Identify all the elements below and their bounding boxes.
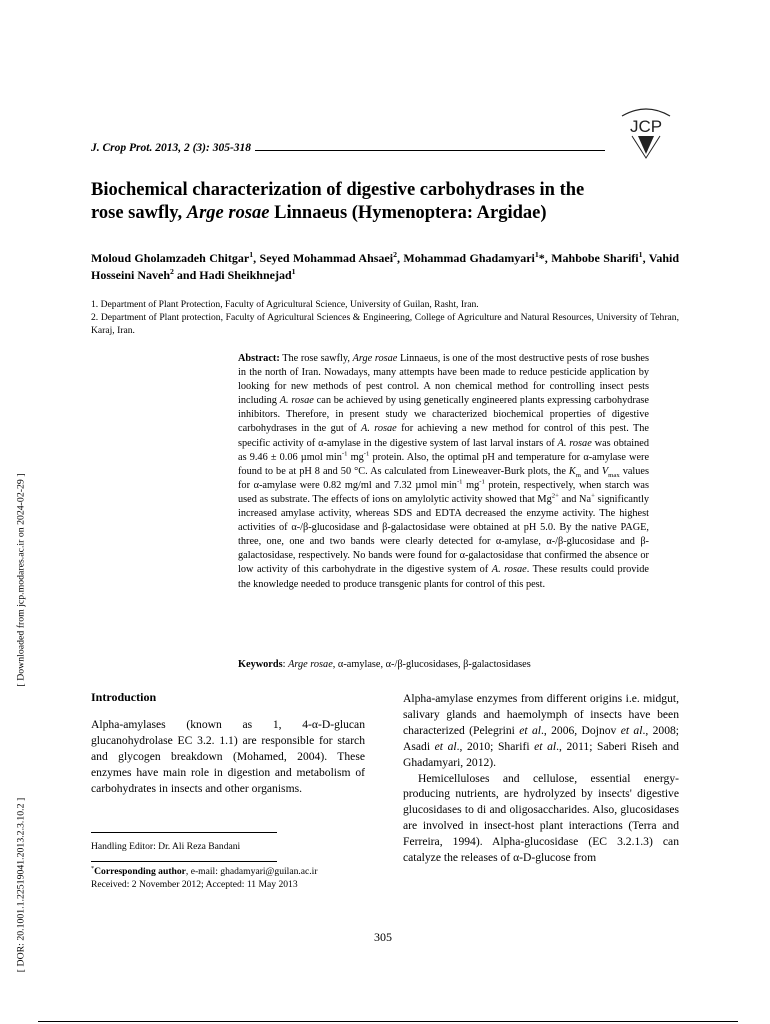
abstract-sup: -1	[479, 478, 485, 486]
abstract-species: Arge rosae	[352, 353, 398, 364]
abstract-species: A. rosae	[557, 437, 592, 449]
title-line-2-prefix: rose sawfly,	[91, 203, 187, 223]
abstract-text: Linnaeus, is one of the most destructive pests of rose bushes in the north of Iran. Nowadays, many attempts have been made to reduce pesticide application by looking for new methods of pest control. A non chemical method for controlling insect pests including	[238, 353, 649, 407]
keywords	[238, 659, 649, 670]
corresponding-email: , e-mail: ghadamyari@guilan.ac.ir	[185, 866, 318, 877]
footnote-rule	[91, 832, 277, 833]
author-and: and	[173, 268, 200, 282]
vmax-sub: max	[608, 471, 620, 479]
author-affil: 1	[638, 250, 643, 259]
abstract-label: Abstract:	[238, 353, 280, 364]
author-name: Mahbobe Sharifi	[551, 251, 639, 265]
abstract-text: and	[581, 465, 602, 477]
abstract-sup: +	[591, 492, 595, 500]
vmax-symbol: V	[601, 465, 609, 477]
header-rule	[255, 142, 605, 151]
logo-text: JCP	[629, 117, 663, 136]
abstract-text: significantly increased amylase activity, whereas SDS and EDTA decreased the enzyme activity. The highest activities of α-/β-glucosidase and β-galactosidase were obtained at pH 5.0. By the native PAGE, three, one, one and two bands were clearly detected for α-amylase, α-/β-glucosidase and β-galactosidase, respectively. No bands were found for α-galactosidase that confirmed the absence or low activity of this carbohydrate in the digestive system of	[238, 493, 649, 576]
author-name: Moloud Gholamzadeh Chitgar	[91, 251, 250, 265]
author-affil: 2	[170, 267, 174, 276]
title-line-1: Biochemical characterization of digestive carbohydrases in the	[91, 180, 585, 200]
handling-editor: Handling Editor: Dr. Ali Reza Bandani	[91, 841, 241, 852]
author-name: Hadi Sheikhnejad	[199, 268, 292, 282]
abstract-text: protein. Also, the optimal pH and temperature for α-amylase were found to be at pH 8 and 50 °C. As calculated from Lineweaver-Burk plots, the	[238, 451, 650, 477]
author-sep: ,	[642, 251, 649, 265]
abstract-text: was obtained as 9.46 ± 0.06 µmol min	[238, 437, 649, 463]
abstract-text: mg	[347, 451, 364, 463]
doi-sidenote-text: [ DOR: 20.1001.1.22519041.2013.2.3.10.2 ]	[15, 797, 27, 973]
abstract-sup: -1	[363, 450, 370, 458]
affiliations	[91, 298, 679, 337]
author-affil: 1	[291, 267, 296, 276]
article-title	[91, 179, 691, 225]
abstract-text: protein, respectively, when starch was used as substrate. The effects of ions on amylolytic activity showed that Mg	[238, 479, 649, 505]
footnote-rule	[91, 861, 277, 862]
abstract-sup: -1	[456, 478, 463, 486]
keywords-label: Keywords	[238, 659, 283, 670]
abstract-text: . These results could provide the knowledge needed to produce transgenic plants for control of this pest.	[238, 564, 649, 590]
journal-citation	[91, 142, 605, 154]
abstract-text: The rose sawfly,	[279, 353, 353, 364]
author-name: Seyed Mohammad Ahsaei	[259, 251, 394, 265]
download-sidenote-text: [ Downloaded from jcp.modares.ac.ir on 2024-02-29 ]	[15, 473, 27, 687]
right-column	[403, 691, 679, 866]
abstract-sup: 2+	[551, 492, 559, 500]
abstract-text: mg	[462, 479, 480, 491]
author-sep: ,	[253, 251, 260, 265]
title-line-2-suffix: Linnaeus (Hymenoptera: Argidae)	[269, 203, 547, 223]
author-list	[91, 250, 679, 284]
correspondence	[91, 865, 318, 891]
introduction-heading: Introduction	[91, 690, 157, 704]
keyword-species: Arge rosae	[288, 659, 333, 670]
author-sep: ,	[544, 251, 552, 265]
abstract-species: A. rosae	[279, 395, 314, 407]
abstract	[238, 352, 649, 592]
author-name: Mohammad Ghadamyari	[403, 251, 535, 265]
intro-paragraph-1: Alpha-amylases (known as 1, 4-α-D-glucan glucanohydrolase EC 3.2. 1.1) are responsible for starch and glycogen breakdown (Mohamed, 2004). These enzymes have main role in digestion and metabolism of carbohydrates in insects and other organisms.	[91, 718, 365, 795]
author-affil: 2	[393, 250, 397, 259]
corresponding-label: Corresponding author	[94, 866, 186, 877]
km-sub: m	[575, 471, 581, 479]
journal-logo	[618, 100, 674, 160]
abstract-text: can be achieved by using genetically engineered plants expressing carbohydrase inhibitors. Therefore, in present study we characterized biochemical properties of digestive carbohydrases in the gut of	[238, 395, 649, 435]
download-sidenote	[12, 460, 30, 700]
right-paragraph-1: Alpha-amylase enzymes from different origins i.e. midgut, salivary glands and haemolymph of insects have been characterized (Pelegrini et al., 2006, Dojnov et al., 2008; Asadi et al., 2010; Sharifi et al., 2011; Saberi Riseh and Ghadamyari, 2012).	[403, 692, 680, 769]
affiliation-1: 1. Department of Plant Protection, Faculty of Agricultural Science, University of Guilan, Rasht, Iran.	[91, 299, 479, 310]
keywords-colon: :	[282, 659, 289, 670]
abstract-text: values for α-amylase were 0.82 mg/ml and 7.32 µmol min	[238, 465, 649, 491]
keywords-list: , α-amylase, α-/β-glucosidases, β-galactosidases	[332, 659, 531, 670]
page-number: 305	[374, 930, 392, 944]
title-species: Arge rosae	[186, 203, 270, 223]
corresponding-mark: *	[538, 251, 545, 265]
abstract-species: A. rosae	[491, 564, 527, 576]
citation-text: J. Crop Prot. 2013, 2 (3): 305-318	[91, 142, 252, 154]
abstract-species: A. rosae	[361, 423, 397, 435]
km-symbol: K	[568, 465, 576, 477]
abstract-text: and Na	[558, 493, 592, 505]
bottom-rule	[38, 1021, 738, 1022]
doi-sidenote	[12, 770, 30, 1000]
author-affil: 1	[534, 250, 539, 259]
received-dates: Received: 2 November 2012; Accepted: 11 May 2013	[91, 879, 298, 890]
author-sep: ,	[396, 251, 404, 265]
corresponding-mark: *	[91, 864, 95, 872]
author-name: Vahid Hosseini Naveh	[91, 251, 680, 282]
abstract-text: for achieving a new method for control of this pest. The specific activity of α-amylase in the digestive system of last larval instars of	[238, 423, 649, 449]
abstract-sup: -1	[341, 450, 348, 458]
author-affil: 1	[249, 250, 254, 259]
right-paragraph-2: Hemicelluloses and cellulose, essential energy-producing nutrients, are hydrolyzed by insects' digestive glucosidases to di and oligosaccharides. Also, glucosidases are involved in insect-host plant interactions (Terra and Ferreira, 1994). Alpha-glucosidase (EC 3.2.1.3) can catalyze the releases of α-D-glucose from	[403, 771, 679, 865]
affiliation-2: 2. Department of Plant protection, Faculty of Agricultural Sciences & Engineering, College of Agriculture and Natural Resources, University of Tehran, Karaj, Iran.	[91, 312, 679, 336]
